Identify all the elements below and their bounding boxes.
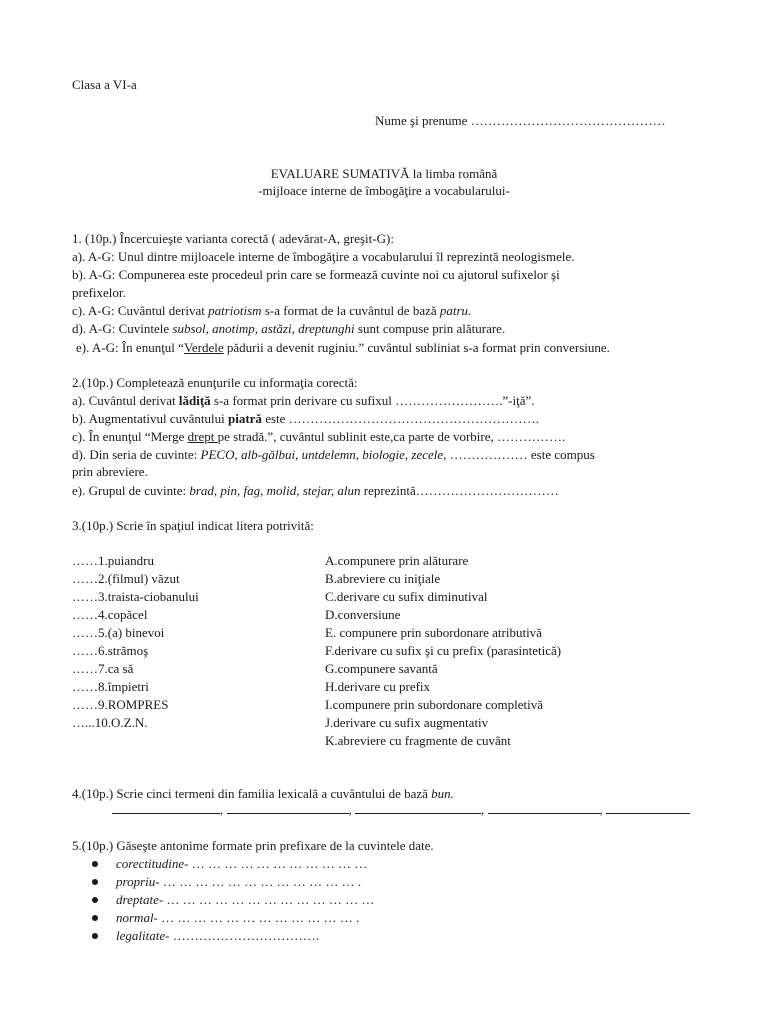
q5-dots: … … … … … … … … … … …: [188, 856, 368, 871]
q1-d-text2: sunt compuse prin alăturare.: [354, 321, 506, 336]
bullet-icon: [92, 861, 98, 867]
q4-base-word: bun.: [431, 786, 454, 801]
q1-item-e: [76, 339, 610, 356]
q5-item: [116, 927, 319, 944]
q2-e-text: e). Grupul de cuvinte:: [72, 483, 190, 498]
q3-right-item: A.compunere prin alăturare: [325, 553, 469, 568]
q3-left-item: ……3.traista-ciobanului: [72, 589, 199, 604]
separator: ,: [481, 802, 485, 817]
q3-right-item: B.abreviere cu iniţiale: [325, 571, 441, 586]
separator: ,: [220, 802, 224, 817]
q3-right-item: C.derivare cu sufix diminutival: [325, 589, 488, 604]
q5-dots: … … … … … … … … … … … … …: [163, 892, 375, 907]
q1-c-text: c). A-G: Cuvântul derivat: [72, 303, 209, 318]
q1-item-b: b). A-G: Compunerea este procedeul prin care se formează cuvinte noi cu ajutorul sufixelor şi: [72, 267, 560, 282]
q1-c-word1: patriotism: [208, 303, 262, 318]
q2-b-text2: este ………………………………………………….: [261, 411, 539, 426]
q5-word: dreptate-: [116, 892, 164, 907]
q5-dots: …………………………….: [169, 928, 319, 943]
q5-item: [116, 909, 359, 926]
q2-d-text: d). Din seria de cuvinte:: [72, 447, 201, 462]
page-subtitle: -mijloace interne de îmbogăţire a vocabularului-: [258, 183, 510, 198]
q2-c-underlined: drept: [187, 429, 218, 444]
bullet-icon: [92, 897, 98, 903]
q4-heading: [72, 785, 454, 802]
q5-word: normal-: [116, 910, 158, 925]
q2-d-text2: , ……………… este compus: [443, 447, 595, 462]
q3-right-item: D.conversiune: [325, 607, 401, 622]
q3-left-item: ……8.împietri: [72, 679, 149, 694]
q2-b-text: b). Augmentativul cuvântului: [72, 411, 228, 426]
q2-e-text2: reprezintă……………………………: [360, 483, 559, 498]
q1-e-text: e). A-G: În enunţul “: [76, 340, 184, 355]
q1-heading: 1. (10p.) Încercuieşte varianta corectă ( adevărat-A, greşit-G):: [72, 231, 394, 246]
q5-item: [116, 855, 367, 872]
q3-left-item: ……2.(filmul) văzut: [72, 571, 180, 586]
q5-dots: … … … … … … … … … … … … .: [157, 910, 360, 925]
q2-item-b: [72, 410, 539, 427]
q5-word: corectitudine-: [116, 856, 189, 871]
q1-e-text2: pădurii a devenit ruginiu.” cuvântul subliniat s-a format prin conversiune.: [223, 340, 610, 355]
q3-right-item: J.derivare cu sufix augmentativ: [325, 715, 489, 730]
answer-blank[interactable]: [488, 801, 600, 814]
q3-heading: 3.(10p.) Scrie în spaţiul indicat litera potrivită:: [72, 518, 314, 533]
q1-item-d: [72, 320, 505, 337]
q5-item: [116, 891, 374, 908]
q1-item-c: [72, 302, 471, 319]
q2-b-word: piatră: [227, 411, 262, 426]
q2-item-d: [72, 446, 595, 463]
q3-left-item: ……1.puiandru: [72, 553, 154, 568]
q2-e-words: brad, pin, fag, molid, stejar, alun: [189, 483, 361, 498]
q3-left-item: ……9.ROMPRES: [72, 697, 169, 712]
q5-item: [116, 873, 361, 890]
q1-c-text2: s-a format de la cuvântul de bază: [261, 303, 440, 318]
q3-left-item: …...10.O.Z.N.: [72, 715, 148, 730]
q4-answer-blanks: [112, 801, 690, 818]
q3-left-item: ……5.(a) binevoi: [72, 625, 165, 640]
q4-heading-text: 4.(10p.) Scrie cinci termeni din familia lexicală a cuvântului de bază: [72, 786, 432, 801]
q2-item-e: [72, 482, 559, 499]
q1-d-text: d). A-G: Cuvintele: [72, 321, 173, 336]
q2-c-text: c). În enunţul “Merge: [72, 429, 188, 444]
bullet-icon: [92, 933, 98, 939]
answer-blank[interactable]: [112, 801, 220, 814]
q3-right-item: G.compunere savantă: [325, 661, 438, 676]
q1-item-a: a). A-G: Unul dintre mijloacele interne de îmbogăţire a vocabularului îl reprezintă neologismele.: [72, 249, 575, 264]
answer-blank[interactable]: [227, 801, 349, 814]
bullet-icon: [92, 879, 98, 885]
q3-right-item: F.derivare cu sufix şi cu prefix (parasintetică): [325, 643, 562, 658]
q1-e-underlined: Verdele: [183, 340, 224, 355]
name-field: [375, 112, 666, 129]
q3-right-item: I.compunere prin subordonare completivă: [325, 697, 544, 712]
q3-left-item: ……4.copăcel: [72, 607, 148, 622]
q2-a-text2: s-a format prin derivare cu sufixul …………………….”-iţă”.: [210, 393, 535, 408]
q2-item-c: [72, 428, 565, 445]
q5-word: propriu-: [116, 874, 160, 889]
q3-left-item: ……7.ca să: [72, 661, 134, 676]
q1-c-word2: patru.: [439, 303, 472, 318]
q2-a-text: a). Cuvântul derivat: [72, 393, 179, 408]
q3-right-item: H.derivare cu prefix: [325, 679, 431, 694]
name-dots: ………………………………………: [470, 113, 666, 128]
q2-c-text2: pe stradă.”, cuvântul sublinit este,ca parte de vorbire, …………….: [217, 429, 566, 444]
q5-dots: … … … … … … … … … … … … .: [159, 874, 362, 889]
q2-item-d-cont: prin abreviere.: [72, 464, 148, 479]
bullet-icon: [92, 915, 98, 921]
answer-blank[interactable]: [355, 801, 481, 814]
page-title: EVALUARE SUMATIVĂ la limba română: [270, 166, 498, 181]
class-label: Clasa a VI-a: [72, 77, 137, 92]
answer-blank[interactable]: [606, 801, 690, 814]
q2-a-word: lădiţă: [178, 393, 211, 408]
name-label: Nume şi prenume: [375, 113, 468, 128]
q3-right-item: K.abreviere cu fragmente de cuvânt: [325, 733, 511, 748]
q2-item-a: [72, 392, 534, 409]
separator: ,: [599, 802, 603, 817]
q2-d-words: PECO, alb-gălbui, untdelemn, biologie, zecele: [200, 447, 444, 462]
q5-heading: 5.(10p.) Găseşte antonime formate prin prefixare de la cuvintele date.: [72, 838, 434, 853]
q1-d-words: subsol, anotimp, astăzi, dreptunghi: [172, 321, 355, 336]
q2-heading: 2.(10p.) Completează enunţurile cu informaţia corectă:: [72, 375, 358, 390]
separator: ,: [348, 802, 352, 817]
q3-left-item: ……6.strămoş: [72, 643, 149, 658]
q3-right-item: E. compunere prin subordonare atributivă: [325, 625, 542, 640]
q1-item-b-cont: prefixelor.: [72, 285, 126, 300]
q5-word: legalitate-: [116, 928, 170, 943]
